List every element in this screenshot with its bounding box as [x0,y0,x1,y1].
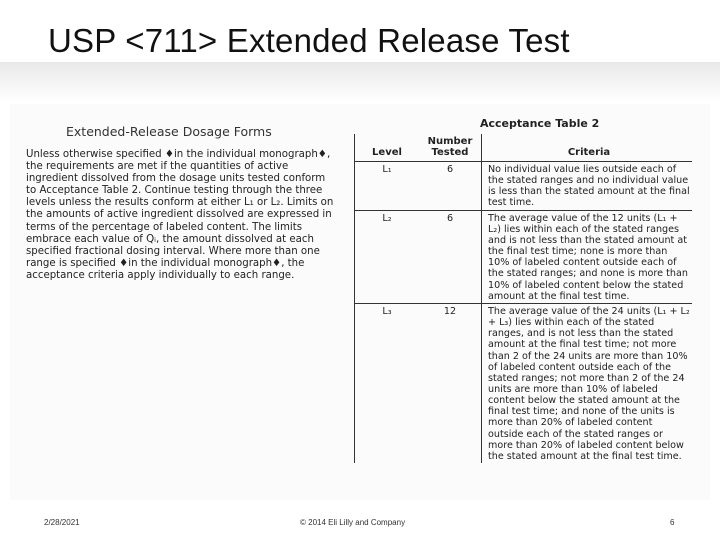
level-cell: L₁ [355,162,420,211]
table-header-row [355,134,693,162]
scanned-document [10,104,710,500]
footer-date: 2/28/2021 [44,518,80,527]
header-number-tested: Number Tested [419,134,482,162]
criteria-cell: No individual value lies outside each of the stated ranges and no individual value is less than the stated amount at the final test time. [482,162,693,211]
header-criteria: Criteria [482,134,693,162]
table-row [355,162,693,211]
dosage-forms-section [26,124,338,282]
slide-title: USP <711> Extended Release Test [48,22,570,59]
footer-page-number: 6 [670,518,675,527]
section-heading: Extended-Release Dosage Forms [66,124,272,139]
level-cell: L₃ [355,303,420,463]
section-paragraph: Unless otherwise specified ♦in the individual monograph♦, the requirements are met if the quantities of active ingredient dissolved from the dosage units tested conform to Acceptance Table 2. Continue testing through the three levels unless the results conform at either L₁ or L₂. Limits on the amounts of active ingredient dissolved are expressed in terms of the percentage of labeled content. The limits embrace each value of Qᵢ, the amount dissolved at each specified fractional dosing interval. Where more than one range is specified ♦in the individual monograph♦, the acceptance criteria apply individually to each range. [26,149,334,281]
footer-copyright: © 2014 Eli Lilly and Company [300,518,406,527]
title-shadow-band [0,62,720,102]
acceptance-table [354,134,692,463]
table-caption: Acceptance Table 2 [480,117,600,130]
number-cell: 6 [419,162,482,211]
table-row [355,303,693,463]
level-cell: L₂ [355,210,420,303]
number-cell: 12 [443,305,457,317]
number-cell: 6 [419,210,482,303]
criteria-cell: The average value of the 12 units (L₁ + L₂) lies within each of the stated ranges and is not less than the stated amount at the final test time; none is more than 10% of labeled content outside each of the stated ranges; and none is more than 10% of labeled content below the stated amount at the final test time. [482,210,693,303]
header-level: Level [355,134,420,162]
table-row [355,210,693,303]
criteria-cell: The average value of the 24 units (L₁ + L₂ + L₃) lies within each of the stated ranges, and is not less than the stated amount at the final test time; not more than 2 of the 24 units are more than 10% of labeled content outside each of the stated ranges; not more than 2 of the 24 units are more than 10% of labeled content below the stated amount at the final test time; and none of the units is more than 20% of labeled content outside each of the stated ranges or more than 20% of labeled content below the stated amount at the final test time. [482,303,693,463]
